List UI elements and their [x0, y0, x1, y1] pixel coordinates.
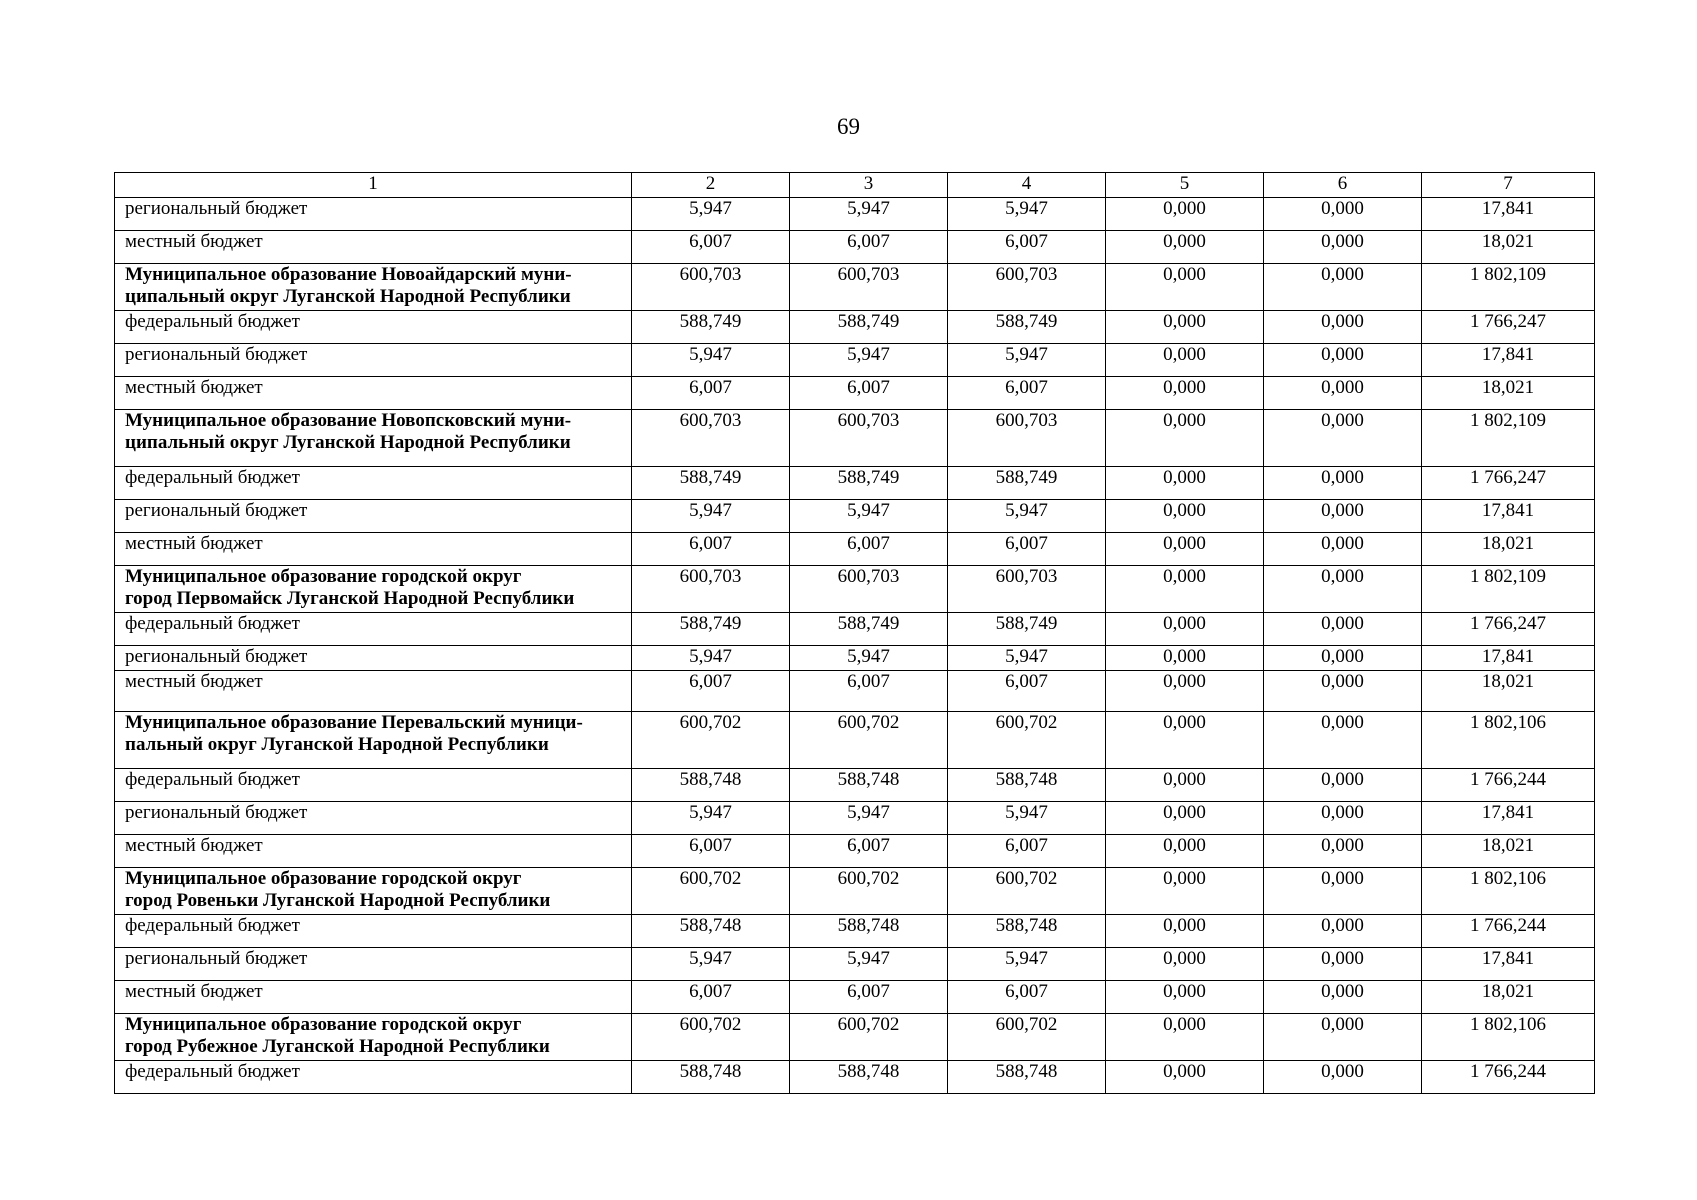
cell-col-2: 600,702 — [632, 712, 790, 769]
cell-col-2: 600,702 — [632, 868, 790, 915]
cell-col-6: 0,000 — [1264, 467, 1422, 500]
cell-col-7: 17,841 — [1422, 500, 1595, 533]
cell-col-6: 0,000 — [1264, 1061, 1422, 1094]
cell-col-7: 17,841 — [1422, 802, 1595, 835]
cell-col-6: 0,000 — [1264, 671, 1422, 712]
cell-col-7: 17,841 — [1422, 948, 1595, 981]
cell-col-3: 600,703 — [790, 566, 948, 613]
table-row-budget — [115, 613, 1595, 646]
cell-col-4: 5,947 — [948, 198, 1106, 231]
cell-col-5: 0,000 — [1106, 613, 1264, 646]
cell-col-5: 0,000 — [1106, 1014, 1264, 1061]
cell-col-3: 588,748 — [790, 769, 948, 802]
row-label: местный бюджет — [115, 533, 632, 566]
cell-col-7: 18,021 — [1422, 981, 1595, 1014]
row-label: Муниципальное образование городской округ город Ровеньки Луганской Народной Республики — [115, 868, 632, 915]
row-label: Муниципальное образование городской округ город Рубежное Луганской Народной Республики — [115, 1014, 632, 1061]
column-header-4: 4 — [948, 173, 1106, 198]
cell-col-2: 600,703 — [632, 410, 790, 467]
cell-col-4: 6,007 — [948, 377, 1106, 410]
row-label: местный бюджет — [115, 671, 632, 712]
cell-col-7: 18,021 — [1422, 671, 1595, 712]
cell-col-3: 5,947 — [790, 802, 948, 835]
cell-col-2: 5,947 — [632, 344, 790, 377]
cell-col-6: 0,000 — [1264, 198, 1422, 231]
cell-col-3: 600,702 — [790, 868, 948, 915]
cell-col-7: 1 766,244 — [1422, 915, 1595, 948]
table-row-municipality — [115, 566, 1595, 613]
cell-col-2: 6,007 — [632, 377, 790, 410]
table-row-budget — [115, 231, 1595, 264]
cell-col-2: 588,749 — [632, 613, 790, 646]
cell-col-6: 0,000 — [1264, 712, 1422, 769]
cell-col-3: 600,702 — [790, 712, 948, 769]
row-label: местный бюджет — [115, 377, 632, 410]
cell-col-3: 6,007 — [790, 231, 948, 264]
cell-col-3: 600,703 — [790, 410, 948, 467]
cell-col-3: 588,749 — [790, 613, 948, 646]
cell-col-6: 0,000 — [1264, 646, 1422, 671]
table-body — [115, 198, 1595, 1094]
cell-col-5: 0,000 — [1106, 566, 1264, 613]
cell-col-5: 0,000 — [1106, 671, 1264, 712]
cell-col-3: 6,007 — [790, 981, 948, 1014]
cell-col-4: 588,748 — [948, 1061, 1106, 1094]
cell-col-4: 588,748 — [948, 915, 1106, 948]
table-row-budget — [115, 198, 1595, 231]
row-label: региональный бюджет — [115, 802, 632, 835]
budget-table — [114, 172, 1595, 1094]
row-label: федеральный бюджет — [115, 311, 632, 344]
cell-col-7: 1 766,244 — [1422, 1061, 1595, 1094]
cell-col-4: 588,748 — [948, 769, 1106, 802]
row-label: Муниципальное образование Новоайдарский муни- ципальный округ Луганской Народной Республики — [115, 264, 632, 311]
cell-col-2: 6,007 — [632, 533, 790, 566]
cell-col-4: 5,947 — [948, 802, 1106, 835]
table-row-budget — [115, 981, 1595, 1014]
cell-col-6: 0,000 — [1264, 915, 1422, 948]
cell-col-5: 0,000 — [1106, 467, 1264, 500]
cell-col-3: 588,748 — [790, 915, 948, 948]
cell-col-4: 5,947 — [948, 500, 1106, 533]
cell-col-5: 0,000 — [1106, 198, 1264, 231]
table-row-budget — [115, 671, 1595, 712]
cell-col-6: 0,000 — [1264, 1014, 1422, 1061]
cell-col-5: 0,000 — [1106, 500, 1264, 533]
cell-col-2: 6,007 — [632, 835, 790, 868]
cell-col-6: 0,000 — [1264, 613, 1422, 646]
cell-col-5: 0,000 — [1106, 868, 1264, 915]
cell-col-5: 0,000 — [1106, 344, 1264, 377]
cell-col-5: 0,000 — [1106, 802, 1264, 835]
cell-col-7: 1 802,106 — [1422, 868, 1595, 915]
cell-col-2: 588,748 — [632, 1061, 790, 1094]
cell-col-4: 5,947 — [948, 948, 1106, 981]
cell-col-7: 1 802,106 — [1422, 712, 1595, 769]
cell-col-5: 0,000 — [1106, 410, 1264, 467]
table-row-municipality — [115, 264, 1595, 311]
row-label: местный бюджет — [115, 231, 632, 264]
column-header-3: 3 — [790, 173, 948, 198]
cell-col-2: 588,749 — [632, 467, 790, 500]
cell-col-6: 0,000 — [1264, 533, 1422, 566]
cell-col-5: 0,000 — [1106, 646, 1264, 671]
cell-col-4: 6,007 — [948, 231, 1106, 264]
cell-col-4: 588,749 — [948, 311, 1106, 344]
cell-col-5: 0,000 — [1106, 948, 1264, 981]
cell-col-5: 0,000 — [1106, 264, 1264, 311]
cell-col-5: 0,000 — [1106, 981, 1264, 1014]
cell-col-6: 0,000 — [1264, 835, 1422, 868]
cell-col-7: 18,021 — [1422, 835, 1595, 868]
cell-col-7: 17,841 — [1422, 198, 1595, 231]
cell-col-6: 0,000 — [1264, 948, 1422, 981]
row-label: федеральный бюджет — [115, 467, 632, 500]
table-row-budget — [115, 769, 1595, 802]
cell-col-6: 0,000 — [1264, 264, 1422, 311]
cell-col-4: 600,702 — [948, 712, 1106, 769]
cell-col-2: 5,947 — [632, 948, 790, 981]
cell-col-7: 1 766,244 — [1422, 769, 1595, 802]
cell-col-7: 17,841 — [1422, 646, 1595, 671]
cell-col-2: 5,947 — [632, 646, 790, 671]
cell-col-2: 600,703 — [632, 566, 790, 613]
row-label: Муниципальное образование Новопсковский муни- ципальный округ Луганской Народной Республики — [115, 410, 632, 467]
row-label: местный бюджет — [115, 981, 632, 1014]
table-row-budget — [115, 533, 1595, 566]
cell-col-4: 600,703 — [948, 264, 1106, 311]
cell-col-3: 600,703 — [790, 264, 948, 311]
cell-col-7: 1 766,247 — [1422, 467, 1595, 500]
cell-col-2: 6,007 — [632, 981, 790, 1014]
cell-col-6: 0,000 — [1264, 344, 1422, 377]
cell-col-4: 6,007 — [948, 671, 1106, 712]
cell-col-3: 600,702 — [790, 1014, 948, 1061]
table-row-budget — [115, 344, 1595, 377]
cell-col-2: 588,748 — [632, 915, 790, 948]
row-label: региональный бюджет — [115, 198, 632, 231]
cell-col-3: 6,007 — [790, 533, 948, 566]
page-number: 69 — [837, 114, 860, 139]
table-row-budget — [115, 500, 1595, 533]
cell-col-2: 5,947 — [632, 198, 790, 231]
cell-col-6: 0,000 — [1264, 311, 1422, 344]
cell-col-6: 0,000 — [1264, 377, 1422, 410]
cell-col-7: 1 802,106 — [1422, 1014, 1595, 1061]
cell-col-4: 5,947 — [948, 646, 1106, 671]
cell-col-7: 1 802,109 — [1422, 264, 1595, 311]
row-label: федеральный бюджет — [115, 613, 632, 646]
cell-col-3: 5,947 — [790, 948, 948, 981]
cell-col-2: 600,703 — [632, 264, 790, 311]
row-label: Муниципальное образование городской округ город Первомайск Луганской Народной Республики — [115, 566, 632, 613]
cell-col-7: 1 802,109 — [1422, 410, 1595, 467]
cell-col-5: 0,000 — [1106, 835, 1264, 868]
row-label: региональный бюджет — [115, 948, 632, 981]
cell-col-7: 18,021 — [1422, 533, 1595, 566]
table-row-budget — [115, 802, 1595, 835]
row-label: местный бюджет — [115, 835, 632, 868]
row-label: федеральный бюджет — [115, 915, 632, 948]
table-row-budget — [115, 948, 1595, 981]
cell-col-5: 0,000 — [1106, 1061, 1264, 1094]
table-row-municipality — [115, 410, 1595, 467]
cell-col-4: 600,703 — [948, 566, 1106, 613]
cell-col-2: 588,749 — [632, 311, 790, 344]
cell-col-2: 5,947 — [632, 802, 790, 835]
table-row-budget — [115, 377, 1595, 410]
cell-col-4: 6,007 — [948, 835, 1106, 868]
cell-col-7: 1 802,109 — [1422, 566, 1595, 613]
cell-col-4: 600,702 — [948, 1014, 1106, 1061]
header-row — [115, 173, 1595, 198]
cell-col-4: 6,007 — [948, 981, 1106, 1014]
table-row-budget — [115, 915, 1595, 948]
column-header-6: 6 — [1264, 173, 1422, 198]
cell-col-4: 600,703 — [948, 410, 1106, 467]
cell-col-2: 588,748 — [632, 769, 790, 802]
column-header-5: 5 — [1106, 173, 1264, 198]
cell-col-7: 18,021 — [1422, 231, 1595, 264]
cell-col-5: 0,000 — [1106, 533, 1264, 566]
table-row-municipality — [115, 868, 1595, 915]
cell-col-4: 588,749 — [948, 613, 1106, 646]
cell-col-4: 588,749 — [948, 467, 1106, 500]
row-label: региональный бюджет — [115, 344, 632, 377]
column-header-2: 2 — [632, 173, 790, 198]
cell-col-3: 6,007 — [790, 671, 948, 712]
cell-col-7: 1 766,247 — [1422, 613, 1595, 646]
cell-col-5: 0,000 — [1106, 311, 1264, 344]
cell-col-6: 0,000 — [1264, 231, 1422, 264]
row-label: федеральный бюджет — [115, 769, 632, 802]
row-label: региональный бюджет — [115, 646, 632, 671]
cell-col-2: 600,702 — [632, 1014, 790, 1061]
cell-col-4: 6,007 — [948, 533, 1106, 566]
cell-col-6: 0,000 — [1264, 981, 1422, 1014]
cell-col-6: 0,000 — [1264, 769, 1422, 802]
cell-col-4: 600,702 — [948, 868, 1106, 915]
cell-col-3: 5,947 — [790, 500, 948, 533]
cell-col-3: 588,749 — [790, 467, 948, 500]
column-header-7: 7 — [1422, 173, 1595, 198]
cell-col-6: 0,000 — [1264, 802, 1422, 835]
column-header-1: 1 — [115, 173, 632, 198]
cell-col-2: 6,007 — [632, 231, 790, 264]
row-label: Муниципальное образование Перевальский муници- пальный округ Луганской Народной Республики — [115, 712, 632, 769]
cell-col-7: 17,841 — [1422, 344, 1595, 377]
table-row-budget — [115, 646, 1595, 671]
table-row-budget — [115, 311, 1595, 344]
table-row-municipality — [115, 1014, 1595, 1061]
cell-col-7: 18,021 — [1422, 377, 1595, 410]
cell-col-5: 0,000 — [1106, 769, 1264, 802]
cell-col-3: 588,748 — [790, 1061, 948, 1094]
table-row-municipality — [115, 712, 1595, 769]
cell-col-5: 0,000 — [1106, 377, 1264, 410]
cell-col-3: 5,947 — [790, 344, 948, 377]
cell-col-3: 588,749 — [790, 311, 948, 344]
cell-col-6: 0,000 — [1264, 500, 1422, 533]
cell-col-5: 0,000 — [1106, 712, 1264, 769]
cell-col-3: 5,947 — [790, 198, 948, 231]
cell-col-4: 5,947 — [948, 344, 1106, 377]
cell-col-5: 0,000 — [1106, 915, 1264, 948]
table-row-budget — [115, 1061, 1595, 1094]
cell-col-3: 6,007 — [790, 377, 948, 410]
cell-col-3: 6,007 — [790, 835, 948, 868]
cell-col-2: 6,007 — [632, 671, 790, 712]
cell-col-6: 0,000 — [1264, 566, 1422, 613]
table-row-budget — [115, 467, 1595, 500]
cell-col-5: 0,000 — [1106, 231, 1264, 264]
row-label: федеральный бюджет — [115, 1061, 632, 1094]
row-label: региональный бюджет — [115, 500, 632, 533]
cell-col-2: 5,947 — [632, 500, 790, 533]
cell-col-3: 5,947 — [790, 646, 948, 671]
table-row-budget — [115, 835, 1595, 868]
cell-col-7: 1 766,247 — [1422, 311, 1595, 344]
cell-col-6: 0,000 — [1264, 868, 1422, 915]
cell-col-6: 0,000 — [1264, 410, 1422, 467]
